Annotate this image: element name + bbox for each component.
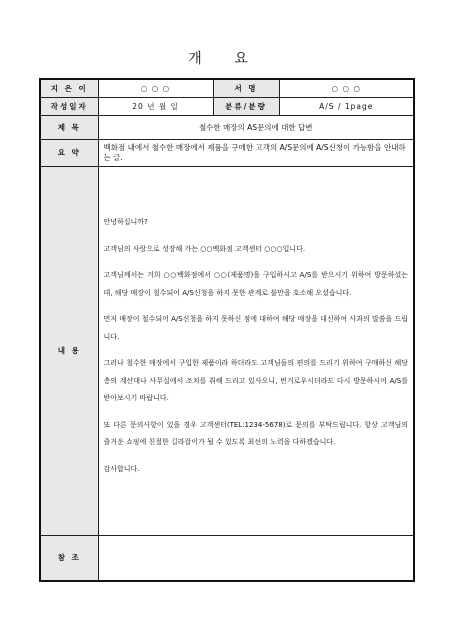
outline-form-table (39, 78, 415, 582)
reference-row (40, 535, 414, 581)
signature-value: ○ ○ ○ (279, 79, 414, 97)
content-paragraph: 고객님께서는 겨희 ○○백화점에서 ○○(제품명)을 구입하시고 A/S를 받으시기 위하여 방문하셨는데, 해당 매장이 철수되어 A/S신청을 하지 못한 관계로 불만을 호소해 오셨습니다. (103, 271, 408, 297)
date-row (40, 97, 414, 115)
date-label: 작성일자 (40, 97, 98, 115)
content-paragraph: 감사합니다. (103, 464, 140, 473)
reference-value (98, 535, 414, 581)
content-row (40, 166, 414, 535)
summary-label: 요 약 (40, 139, 98, 166)
subject-label: 제 목 (40, 115, 98, 139)
content-paragraph: 그러나 철수한 매장에서 구입한 제품이라 하더라도 고객님들의 편의를 드리기 위하여 구매하신 해당 층의 계산대나 사무실에서 조치를 취해 드리고 있사오니, 번거로우시더라도 다시 방문하시어 A/S를 받아보시기 바랍니다. (103, 359, 408, 402)
subject-row (40, 115, 414, 139)
signature-label: 서 명 (213, 79, 279, 97)
content-paragraph: 안녕하십니까? (103, 218, 148, 226)
content-paragraph: 또 다른 문의사항이 있을 경우 고객센터(TEL:1234-5678)로 문의를 부탁드립니다. 항상 고객님의 즐거운 쇼핑에 친절한 길라잡이가 될 수 있도록 최선의 노력을 다하겠습니다. (103, 420, 408, 446)
category-label: 분류/분량 (213, 97, 279, 115)
writer-label: 지 은 이 (40, 79, 98, 97)
subject-value: 철수한 매장의 AS문의에 대한 답변 (98, 115, 414, 139)
content-paragraph: 고객님의 사랑으로 성장해 가는 ○○백화점 고객센터 ○○○입니다. (103, 244, 306, 253)
writer-row (40, 79, 414, 97)
summary-value: 백화점 내에서 철수한 매장에서 제품을 구매한 고객의 A/S문의에 A/S신청이 가능함을 안내하는 글. (98, 139, 414, 166)
content-body (98, 166, 414, 535)
reference-label: 참 조 (40, 535, 98, 581)
document-title: 개 요 (188, 51, 262, 67)
content-label: 내 용 (40, 166, 98, 535)
date-value: 20 년 월 일 (98, 97, 213, 115)
writer-value: ○ ○ ○ (98, 79, 213, 97)
summary-row (40, 139, 414, 166)
content-paragraph: 먼저 매장이 철수되어 A/S신청을 하지 못하신 점에 대하여 해당 매장을 대신하여 사과의 말씀을 드립니다. (103, 315, 408, 341)
category-value: A/S / 1page (279, 97, 414, 115)
